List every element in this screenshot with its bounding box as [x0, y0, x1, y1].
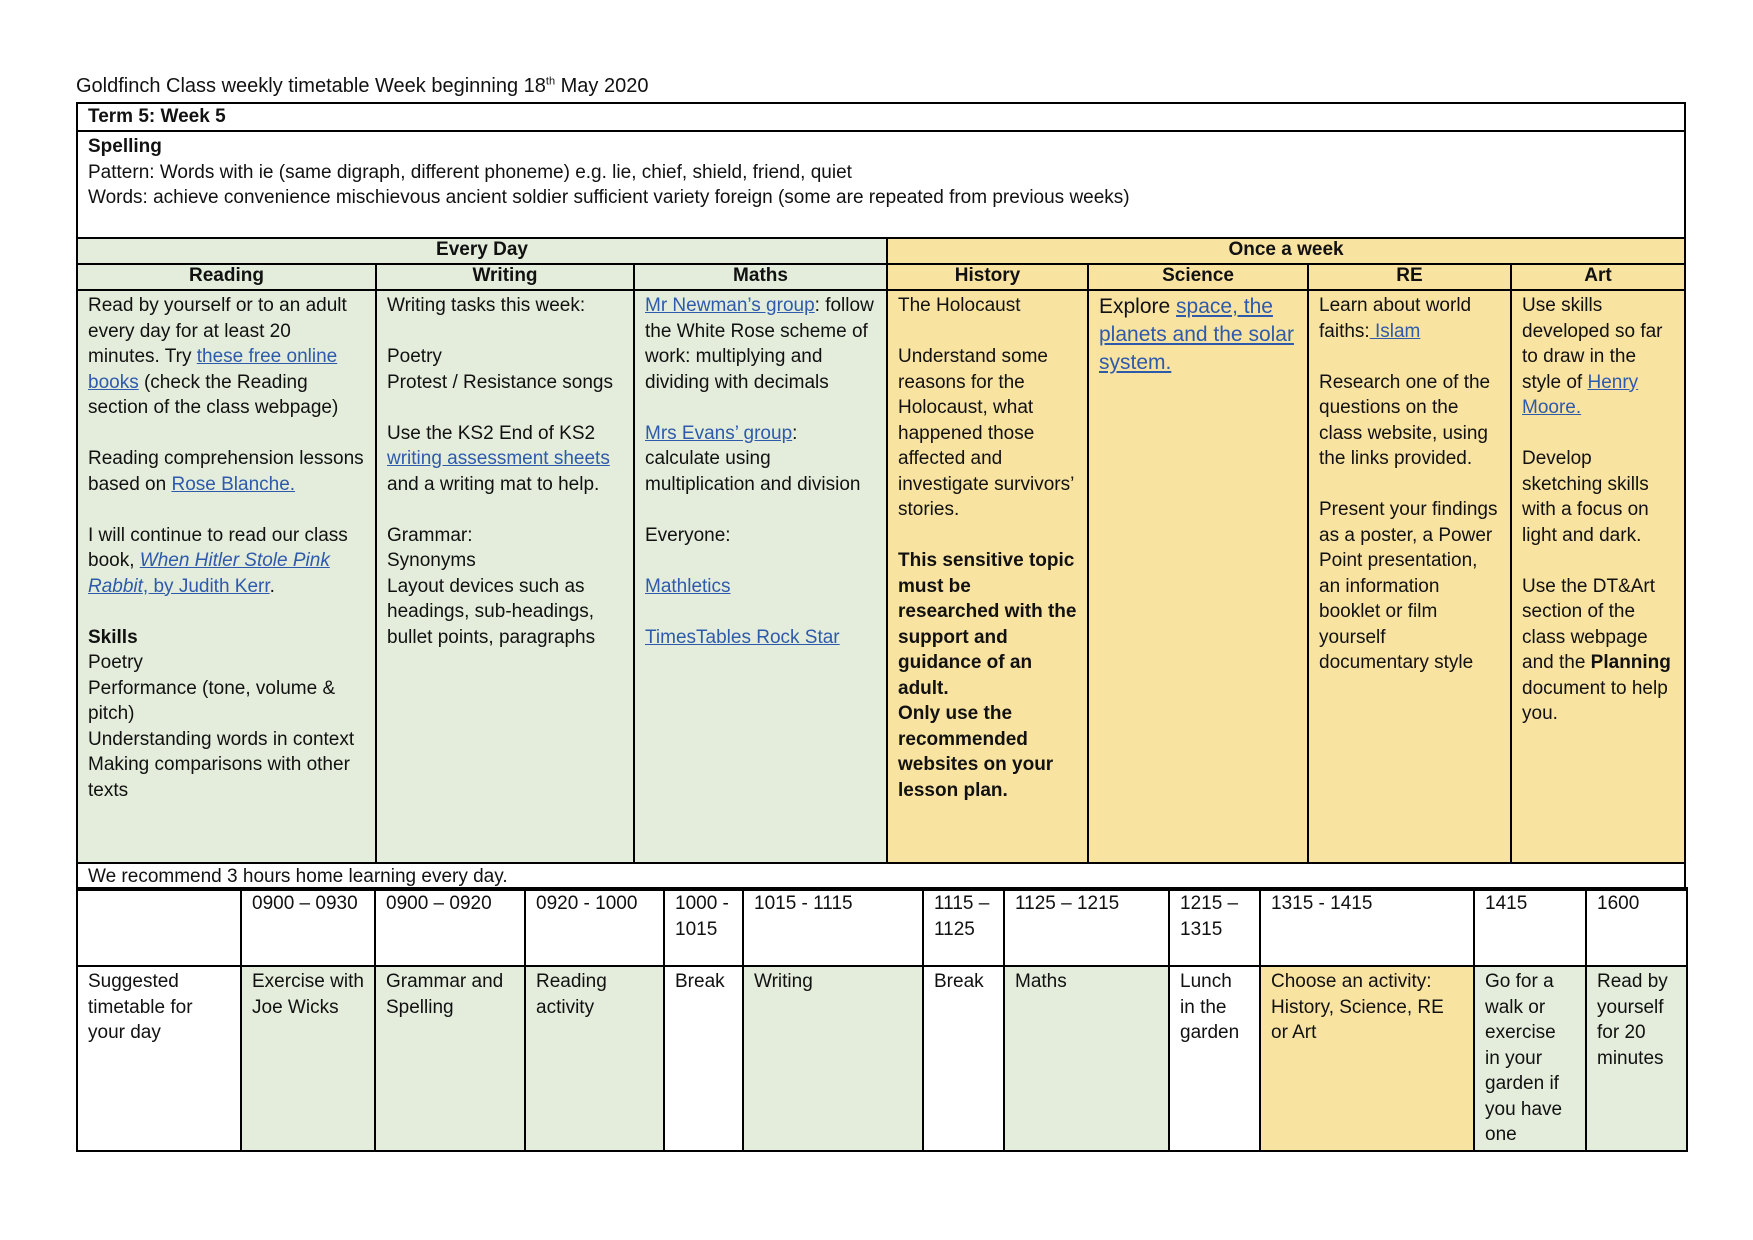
- time-slot: 1315 - 1415: [1260, 888, 1474, 966]
- skill-item: Poetry: [88, 652, 143, 673]
- maths-everyone: Everyone:: [645, 524, 731, 546]
- history-header: History: [887, 264, 1088, 290]
- re-text: Learn about world faiths:: [1319, 295, 1472, 342]
- schedule-activity: Suggested timetable for your day: [77, 966, 241, 1151]
- art-para-1: [1522, 293, 1674, 421]
- maths-header: Maths: [634, 264, 887, 290]
- rose-blanche-link[interactable]: Rose Blanche.: [171, 473, 296, 495]
- henry-moore-link[interactable]: Henry Moore.: [1522, 371, 1639, 418]
- recommend-note: We recommend 3 hours home learning every day.: [77, 863, 1685, 890]
- reading-para-2: [88, 446, 365, 497]
- schedule-activity: Read by yourself for 20 minutes: [1586, 966, 1687, 1151]
- daily-schedule: [76, 887, 1688, 1152]
- schedule-activity: Reading activity: [525, 966, 664, 1151]
- page-title: [76, 75, 648, 98]
- schedule-activity: Lunch in the garden: [1169, 966, 1260, 1151]
- art-para-2: Develop sketching skills with a focus on light and dark.: [1522, 448, 1649, 546]
- schedule-activity: Grammar and Spelling: [375, 966, 525, 1151]
- reading-cell: [77, 290, 376, 863]
- weekly-timetable: [76, 102, 1686, 891]
- history-warning: This sensitive topic must be researched with the support and guidance of an adult.: [898, 550, 1077, 699]
- term-label: Term 5: Week 5: [77, 103, 1685, 131]
- schedule-activity: Writing: [743, 966, 923, 1151]
- ttrs-link[interactable]: TimesTables Rock Star: [645, 626, 840, 648]
- history-cell: [887, 290, 1088, 863]
- science-text: Explore: [1099, 295, 1177, 318]
- reading-text-3b: .: [269, 575, 275, 597]
- schedule-activity: Go for a walk or exercise in your garden if you have one: [1474, 966, 1586, 1151]
- schedule-activity: Choose an activity: History, Science, RE or Art: [1260, 966, 1474, 1151]
- schedule-activity: Break: [923, 966, 1004, 1151]
- grammar-item: Layout devices such as headings, sub-headings, bullet points, paragraphs: [387, 575, 596, 648]
- grammar-item: Synonyms: [387, 550, 476, 571]
- history-text: Understand some reasons for the Holocaust, what happened those affected and investigate survivors’ stories.: [898, 346, 1074, 520]
- spelling-heading: Spelling: [88, 136, 162, 157]
- newman-group-link[interactable]: Mr Newman’s group: [645, 295, 815, 316]
- art-para-3: [1522, 574, 1674, 727]
- re-para-1: [1319, 293, 1500, 344]
- space-link[interactable]: space, the planets and the solar system.: [1099, 295, 1294, 374]
- writing-assessment-link[interactable]: writing assessment sheets: [387, 448, 610, 469]
- reading-para-3: [88, 523, 365, 600]
- mathletics-link[interactable]: Mathletics: [645, 575, 731, 597]
- re-para-3: Present your findings as a poster, a Power Point presentation, an information booklet or film yourself documentary style: [1319, 499, 1498, 673]
- art-text-3: Use the DT&Art section of the class webpage and the: [1522, 575, 1656, 673]
- schedule-activity: Maths: [1004, 966, 1169, 1151]
- title-text: Goldfinch Class weekly timetable Week beginning 18: [76, 75, 546, 97]
- writing-use-text: Use the KS2 End of KS2: [387, 422, 596, 444]
- writing-intro: Writing tasks this week:: [387, 295, 586, 316]
- maths-newman: [645, 293, 876, 395]
- grammar-heading: Grammar:: [387, 524, 473, 546]
- class-book-title: When Hitler Stole Pink Rabbit: [88, 550, 330, 597]
- science-header: Science: [1088, 264, 1308, 290]
- once-a-week-header: Once a week: [887, 238, 1685, 264]
- time-slot: 1600: [1586, 888, 1687, 966]
- islam-link[interactable]: Islam: [1369, 320, 1421, 342]
- art-header: Art: [1511, 264, 1685, 290]
- title-superscript: th: [545, 75, 556, 88]
- reading-text-3: I will continue to read our class book,: [88, 524, 348, 571]
- spelling-words: Words: achieve convenience mischievous ancient soldier sufficient variety foreign (some are repeated from previous weeks): [88, 187, 1130, 208]
- skill-item: Making comparisons with other texts: [88, 754, 350, 801]
- time-slot: 1215 – 1315: [1169, 888, 1260, 966]
- schedule-activity: Break: [664, 966, 743, 1151]
- writing-use: [387, 421, 623, 498]
- re-cell: [1308, 290, 1511, 863]
- reading-text-2: Reading comprehension lessons based on: [88, 448, 364, 495]
- reading-text-1: Read by yourself or to an adult every day for at least 20 minutes. Try: [88, 295, 347, 367]
- writing-task: Protest / Resistance songs: [387, 371, 613, 393]
- evans-group-link[interactable]: Mrs Evans’ group: [645, 422, 793, 444]
- time-slot: 1125 – 1215: [1004, 888, 1169, 966]
- skills-heading: Skills: [88, 626, 138, 648]
- history-websites: Only use the recommended websites on your lesson plan.: [898, 703, 1054, 801]
- time-slot: 1000 - 1015: [664, 888, 743, 966]
- art-text-3b: document to help you.: [1522, 677, 1668, 724]
- writing-task: Poetry: [387, 346, 442, 367]
- class-book-author: , by Judith Kerr: [142, 575, 270, 597]
- writing-use-text-b: and a writing mat to help.: [387, 473, 600, 495]
- science-cell: [1088, 290, 1308, 863]
- history-topic: The Holocaust: [898, 295, 1021, 316]
- skill-item: Performance (tone, volume & pitch): [88, 677, 336, 724]
- maths-evans: [645, 421, 876, 498]
- spelling-section: [77, 131, 1685, 238]
- time-slot: 0900 – 0930: [241, 888, 375, 966]
- schedule-activity: Exercise with Joe Wicks: [241, 966, 375, 1151]
- time-slot: 0900 – 0920: [375, 888, 525, 966]
- re-header: RE: [1308, 264, 1511, 290]
- planning-label: Planning: [1590, 652, 1671, 673]
- reading-header: Reading: [77, 264, 376, 290]
- writing-header: Writing: [376, 264, 634, 290]
- spelling-pattern: Pattern: Words with ie (same digraph, different phoneme) e.g. lie, chief, shield, friend, quiet: [88, 161, 852, 183]
- re-para-2: Research one of the questions on the class website, using the links provided.: [1319, 371, 1491, 469]
- every-day-header: Every Day: [77, 238, 887, 264]
- skill-item: Understanding words in context: [88, 728, 355, 750]
- title-date: May 2020: [555, 75, 649, 97]
- free-online-books-link[interactable]: these free online books: [88, 346, 338, 393]
- time-slot: 1115 – 1125: [923, 888, 1004, 966]
- art-cell: [1511, 290, 1685, 863]
- evans-group-text: : calculate using multiplication and division: [645, 422, 861, 495]
- time-slot: 1015 - 1115: [743, 888, 923, 966]
- time-slot: 1415: [1474, 888, 1586, 966]
- time-slot: 0920 - 1000: [525, 888, 664, 966]
- newman-group-text: : follow the White Rose scheme of work: multiplying and dividing with decimals: [645, 295, 874, 393]
- art-text: Use skills developed so far to draw in the style of: [1522, 295, 1663, 393]
- maths-cell: [634, 290, 887, 863]
- time-slot: [77, 888, 241, 966]
- reading-para-1: [88, 293, 365, 421]
- writing-cell: [376, 290, 634, 863]
- reading-text-1b: (check the Reading section of the class webpage): [88, 371, 339, 418]
